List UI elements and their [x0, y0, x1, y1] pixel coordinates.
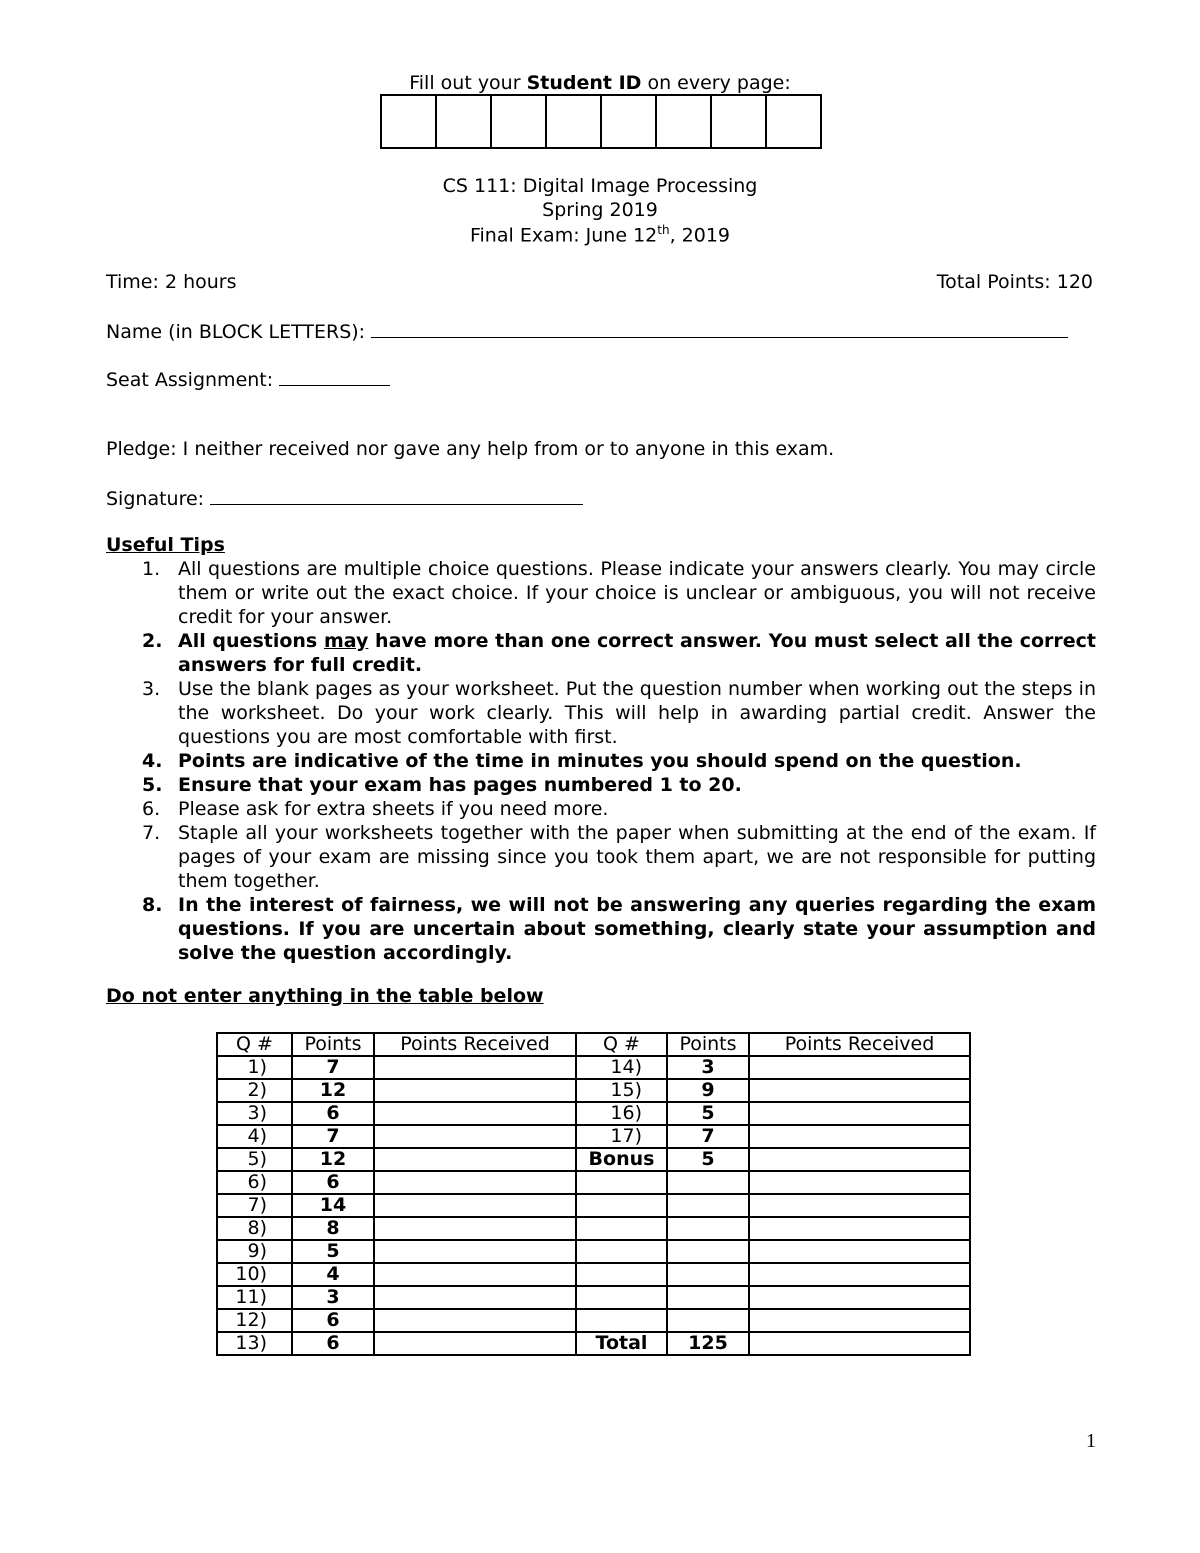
tip-item [106, 797, 1096, 821]
tip-item [106, 773, 1096, 797]
table-cell: 14 [292, 1194, 374, 1217]
table-cell [217, 1171, 292, 1194]
name-field[interactable] [106, 319, 1068, 343]
table-cell: 12 [292, 1079, 374, 1102]
table-cell [374, 1217, 576, 1240]
course-title: CS 111: Digital Image Processing [442, 175, 758, 197]
tip-text: All questions are multiple choice questions. Please indicate your answers clearly. You may circle them or write out the exact choice. If your choice is unclear or ambiguous, you will not receive credit for your answer. [178, 558, 1096, 628]
tip-text-after: have more than one correct answer. You must select all the correct answers for full credit. [178, 630, 1097, 676]
table-header-cell: Points [292, 1033, 374, 1056]
table-cell [749, 1332, 970, 1355]
tip-text: Use the blank pages as your worksheet. Put the question number when working out the steps in the worksheet. Do your work clearly. This will help in awarding partial credit. Answer the questions you are most comfortable with first. [178, 678, 1096, 748]
table-cell [749, 1263, 970, 1286]
table-cell [749, 1286, 970, 1309]
student-id-prompt: Fill out your Student ID on every page: [409, 72, 791, 94]
table-cell: 9 [667, 1079, 749, 1102]
table-cell [749, 1171, 970, 1194]
table-header-cell: Points Received [749, 1033, 970, 1056]
table-cell: 6 [292, 1171, 374, 1194]
table-cell [374, 1148, 576, 1171]
tip-number: 6. [142, 798, 161, 820]
question-number: 1) [247, 1056, 267, 1078]
table-cell [576, 1240, 667, 1263]
table-cell: 125 [667, 1332, 749, 1355]
table-cell [576, 1286, 667, 1309]
tip-text: Staple all your worksheets together with the paper when submitting at the end of the exam. If pages of your exam are missing since you took them apart, we are not responsible for putting them together. [178, 822, 1096, 892]
table-row [217, 1148, 970, 1171]
student-id-box[interactable] [547, 96, 602, 147]
seat-field[interactable] [106, 367, 390, 391]
table-cell [749, 1056, 970, 1079]
table-cell [749, 1102, 970, 1125]
signature-field[interactable] [106, 486, 583, 510]
tip-number: 5. [142, 774, 163, 796]
table-cell [217, 1332, 292, 1355]
student-id-box[interactable] [437, 96, 492, 147]
table-cell [749, 1079, 970, 1102]
tip-text: Please ask for extra sheets if you need more. [178, 798, 609, 820]
student-id-box[interactable] [382, 96, 437, 147]
table-cell: 6 [292, 1309, 374, 1332]
table-cell: 6 [292, 1332, 374, 1355]
tip-number: 2. [142, 630, 163, 652]
tip-item [106, 893, 1096, 965]
table-cell [374, 1332, 576, 1355]
table-cell [217, 1217, 292, 1240]
question-number: 14) [610, 1056, 642, 1078]
question-number: 6) [247, 1171, 267, 1193]
table-row [217, 1263, 970, 1286]
table-cell [217, 1148, 292, 1171]
table-cell [667, 1171, 749, 1194]
question-number: 2) [247, 1079, 267, 1101]
table-cell: 3 [292, 1286, 374, 1309]
table-cell [576, 1079, 667, 1102]
tip-number: 4. [142, 750, 163, 772]
table-cell [374, 1102, 576, 1125]
question-number: 16) [610, 1102, 642, 1124]
table-cell: 5 [667, 1102, 749, 1125]
table-cell: 4 [292, 1263, 374, 1286]
table-cell [217, 1102, 292, 1125]
table-cell [217, 1263, 292, 1286]
name-label: Name (in BLOCK LETTERS): [106, 321, 366, 343]
tip-number: 1. [142, 558, 161, 580]
question-number: 11) [235, 1286, 267, 1308]
signature-label: Signature: [106, 488, 205, 510]
table-cell: 7 [292, 1125, 374, 1148]
table-cell [667, 1263, 749, 1286]
table-cell: 8 [292, 1217, 374, 1240]
table-cell [374, 1079, 576, 1102]
table-row [217, 1194, 970, 1217]
table-caption: Do not enter anything in the table below [106, 985, 544, 1007]
table-header-cell: Points Received [374, 1033, 576, 1056]
table-cell: 7 [292, 1056, 374, 1079]
table-cell [576, 1102, 667, 1125]
table-row [217, 1102, 970, 1125]
table-row [217, 1217, 970, 1240]
table-cell: Bonus [576, 1148, 667, 1171]
table-cell: Total [576, 1332, 667, 1355]
question-number: 17) [610, 1125, 642, 1147]
table-header-cell: Q # [217, 1033, 292, 1056]
table-row [217, 1125, 970, 1148]
tip-number: 3. [142, 678, 161, 700]
table-cell [667, 1194, 749, 1217]
tip-item [106, 557, 1096, 629]
tip-text: In the interest of fairness, we will not be answering any queries regarding the exam questions. If you are uncertain about something, clearly state your assumption and solve the question accordingly. [178, 894, 1096, 964]
question-number: 10) [235, 1263, 267, 1285]
page-number: 1 [1086, 1430, 1096, 1452]
signature-line[interactable] [210, 486, 583, 505]
tip-text: Ensure that your exam has pages numbered 1 to 20. [178, 774, 742, 796]
table-cell [749, 1125, 970, 1148]
total-points: Total Points: 120 [936, 271, 1093, 293]
question-number: 9) [247, 1240, 267, 1262]
table-cell [749, 1194, 970, 1217]
table-cell [217, 1125, 292, 1148]
table-row [217, 1056, 970, 1079]
table-cell [374, 1171, 576, 1194]
tip-text: Points are indicative of the time in minutes you should spend on the question. [178, 750, 1022, 772]
table-row [217, 1079, 970, 1102]
question-number: 8) [247, 1217, 267, 1239]
table-cell [667, 1240, 749, 1263]
question-number: 12) [235, 1309, 267, 1331]
table-cell: 3 [667, 1056, 749, 1079]
table-cell: 5 [292, 1240, 374, 1263]
table-cell [576, 1171, 667, 1194]
table-cell: 6 [292, 1102, 374, 1125]
table-cell [576, 1217, 667, 1240]
tip-item [106, 749, 1096, 773]
table-header-row [217, 1033, 970, 1056]
table-cell [374, 1286, 576, 1309]
table-cell [667, 1217, 749, 1240]
table-cell: 5 [667, 1148, 749, 1171]
question-number: 15) [610, 1079, 642, 1101]
table-cell [749, 1309, 970, 1332]
question-number: 7) [247, 1194, 267, 1216]
tip-text-before: All questions [178, 630, 324, 652]
table-cell: 12 [292, 1148, 374, 1171]
student-id-box[interactable] [492, 96, 547, 147]
table-cell [217, 1286, 292, 1309]
student-id-box[interactable] [657, 96, 712, 147]
question-number: 5) [247, 1148, 267, 1170]
table-cell [749, 1240, 970, 1263]
question-number: 4) [247, 1125, 267, 1147]
seat-line[interactable] [279, 367, 390, 386]
table-cell [667, 1286, 749, 1309]
name-line[interactable] [371, 319, 1068, 338]
pledge: Pledge: I neither received nor gave any help from or to anyone in this exam. [106, 438, 835, 460]
table-row [217, 1240, 970, 1263]
table-cell [374, 1125, 576, 1148]
table-cell [374, 1194, 576, 1217]
table-cell [576, 1194, 667, 1217]
student-id-box[interactable] [602, 96, 657, 147]
tips-list [106, 557, 1096, 965]
table-cell [576, 1125, 667, 1148]
student-id-box[interactable] [767, 96, 820, 147]
table-cell [374, 1056, 576, 1079]
table-cell [217, 1079, 292, 1102]
tip-item [106, 821, 1096, 893]
table-cell [576, 1263, 667, 1286]
table-cell [576, 1309, 667, 1332]
tip-number: 8. [142, 894, 163, 916]
table-cell [576, 1056, 667, 1079]
table-cell [217, 1240, 292, 1263]
table-cell: 7 [667, 1125, 749, 1148]
tips-heading: Useful Tips [106, 534, 225, 556]
table-row [217, 1309, 970, 1332]
table-cell [667, 1309, 749, 1332]
table-row [217, 1171, 970, 1194]
tip-text-underlined: may [323, 630, 369, 652]
table-header-cell: Points [667, 1033, 749, 1056]
student-id-box[interactable] [712, 96, 767, 147]
seat-label: Seat Assignment: [106, 369, 274, 391]
term: Spring 2019 [542, 199, 658, 221]
table-cell [374, 1309, 576, 1332]
table-row [217, 1286, 970, 1309]
tip-number: 7. [142, 822, 161, 844]
table-cell [749, 1148, 970, 1171]
table-row [217, 1332, 970, 1355]
student-id-boxes[interactable] [380, 94, 822, 149]
score-table [216, 1032, 971, 1356]
table-cell [217, 1056, 292, 1079]
tip-item [106, 629, 1096, 677]
table-cell [217, 1309, 292, 1332]
tip-item [106, 677, 1096, 749]
table-cell [217, 1194, 292, 1217]
table-cell [374, 1240, 576, 1263]
table-cell [374, 1263, 576, 1286]
question-number: 3) [247, 1102, 267, 1124]
table-cell [749, 1217, 970, 1240]
question-number: 13) [235, 1332, 267, 1354]
exam-date: Final Exam: June 12th, 2019 [469, 223, 730, 247]
table-header-cell: Q # [576, 1033, 667, 1056]
time-limit: Time: 2 hours [106, 271, 237, 293]
